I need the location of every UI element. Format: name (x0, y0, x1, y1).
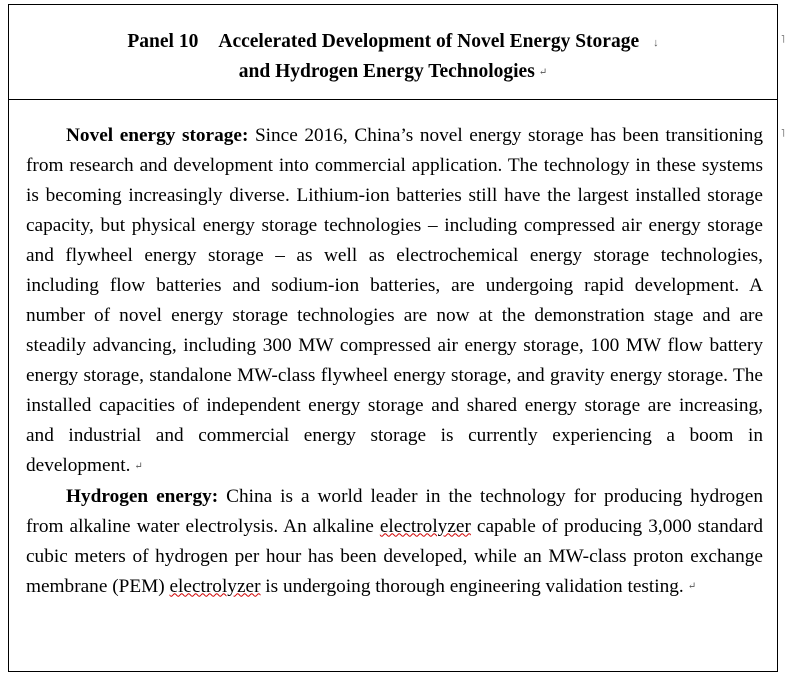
margin-mark: ˥ (781, 129, 785, 140)
paragraph-mark-icon: ↵ (538, 66, 548, 78)
margin-mark: ˥ (781, 35, 785, 46)
hydrogen-text: is undergoing thorough engineering validation testing. (260, 575, 684, 597)
storage-paragraph (26, 121, 763, 482)
hydrogen-lead: Hydrogen energy: (66, 485, 219, 507)
panel-title-text: and Hydrogen Energy Technologies (238, 61, 535, 82)
panel-body (26, 121, 763, 602)
panel-title-line-2 (9, 57, 777, 88)
panel-box (8, 4, 778, 672)
storage-lead: Novel energy storage: (66, 125, 249, 146)
panel-title-line-1 (9, 27, 777, 58)
panel-number: Panel 10 (127, 31, 199, 52)
hydrogen-text: capable of producing 3,000 standard cubic meters of hydrogen per hour has been developed, while an MW-class proton exchange membrane (PEM) (26, 515, 763, 597)
hydrogen-text: China is a world leader in the technology for producing hydrogen from alkaline water electrolysis. An alkaline (26, 485, 763, 537)
panel-header (9, 5, 777, 100)
paragraph-mark-icon: ↵ (134, 460, 143, 472)
arrow-down-icon: ↓ (653, 36, 659, 49)
spellcheck-word[interactable]: electrolyzer (379, 515, 471, 537)
hydrogen-paragraph (26, 482, 763, 603)
spellcheck-word[interactable]: electrolyzer (169, 575, 261, 597)
panel-title-text: Accelerated Development of Novel Energy Storage (218, 31, 640, 52)
storage-text: Since 2016, China’s novel energy storage has been transitioning from research and development into commercial application. The technology in these systems is becoming increasingly diverse. Lithium-ion batteries still have the largest installed storage capacity, but physical energy storage technologies – including compressed air energy storage and flywheel energy storage – as well as electrochemical energy storage technologies, including flow batteries and sodium-ion batteries, are undergoing rapid development. A number of novel energy storage technologies are now at the demonstration stage and are steadily advancing, including 300 MW compressed air energy storage, 100 MW flow battery energy storage, standalone MW-class flywheel energy storage, and gravity energy storage. The installed capacities of independent energy storage and shared energy storage are increasing, and industrial and commercial energy storage is currently experiencing a boom in development. (26, 125, 763, 476)
paragraph-mark-icon: ↵ (687, 581, 697, 593)
